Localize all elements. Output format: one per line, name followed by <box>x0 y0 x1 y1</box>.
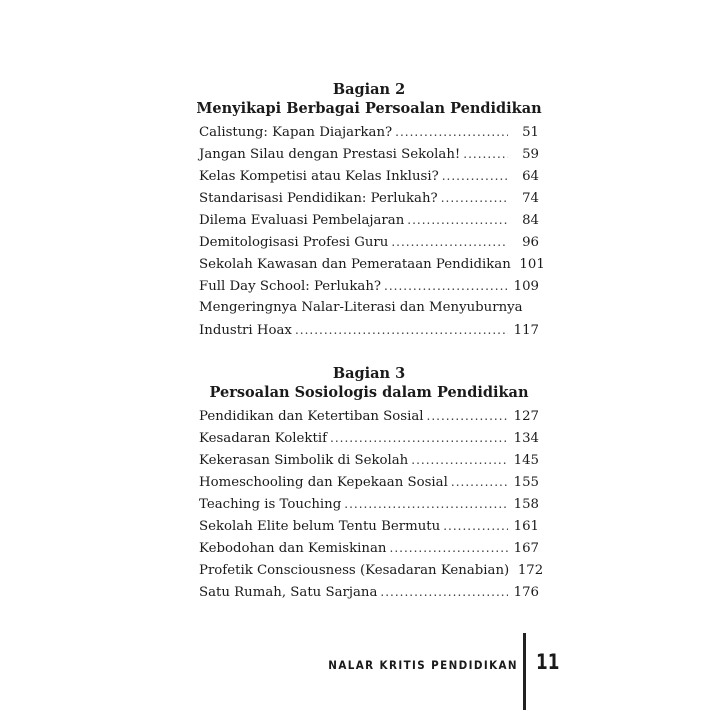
toc-leader-dots <box>380 581 508 603</box>
toc-leader-dots <box>407 209 508 231</box>
toc-entry-title: Industri Hoax <box>199 323 292 338</box>
section-title: Menyikapi Berbagai Persoalan Pendidikan <box>196 100 542 117</box>
toc-entry-title: Dilema Evaluasi Pembelajaran <box>199 213 405 228</box>
toc-entry-page: 59 <box>522 147 539 162</box>
toc-leader-dots <box>442 165 508 187</box>
toc-entry <box>199 537 539 559</box>
toc-entry-title: Homeschooling dan Kepekaan Sosial <box>199 475 448 490</box>
toc-entry-title: Kesadaran Kolektif <box>199 431 327 446</box>
toc-entry-page: 64 <box>522 169 539 184</box>
toc-entry <box>199 121 539 143</box>
toc-entry-title: Kebodohan dan Kemiskinan <box>199 541 387 556</box>
toc-entry <box>199 165 539 187</box>
toc-entry-page: 134 <box>513 431 539 446</box>
toc-leader-dots <box>391 231 508 253</box>
toc-entry <box>199 209 539 231</box>
toc-leader-dots <box>344 493 508 515</box>
toc-entry-title: Kelas Kompetisi atau Kelas Inklusi? <box>199 169 439 184</box>
toc-leader-dots <box>390 537 509 559</box>
toc-leader-dots <box>443 515 508 537</box>
toc-entry-title: Kekerasan Simbolik di Sekolah <box>199 453 409 468</box>
toc-entry-title: Teaching is Touching <box>199 497 342 512</box>
toc-leader-dots <box>395 121 508 143</box>
section-label: Bagian 2 <box>332 81 406 98</box>
toc-entry-page: 74 <box>522 191 539 206</box>
toc-leader-dots <box>411 449 508 471</box>
toc-entry-page: 127 <box>513 409 539 424</box>
toc-entry-page: 161 <box>513 519 539 534</box>
toc-entry-page: 158 <box>513 497 539 512</box>
toc-entry-title: Pendidikan dan Ketertiban Sosial <box>199 409 424 424</box>
toc-entry <box>199 231 539 253</box>
toc-entry-title: Sekolah Elite belum Tentu Bermutu <box>199 519 441 534</box>
toc-entry <box>199 319 539 341</box>
toc-entry-page: 101 <box>519 257 545 272</box>
toc-leader-dots <box>330 427 508 449</box>
toc-entry-first-line <box>199 297 539 319</box>
toc-entry-title-line1: Mengeringnya Nalar-Literasi dan Menyuburnya <box>199 300 523 315</box>
toc-entry-page: 84 <box>522 213 539 228</box>
toc-entry <box>199 143 539 165</box>
toc-entry-page: 109 <box>513 279 539 294</box>
toc-entry-title: Profetik Consciousness (Kesadaran Kenabian) <box>199 563 510 578</box>
toc-entry <box>199 493 539 515</box>
toc-entry-page: 145 <box>513 453 539 468</box>
toc-entry-title: Standarisasi Pendidikan: Perlukah? <box>199 191 438 206</box>
toc-entry-page: 167 <box>513 541 539 556</box>
toc-entry <box>199 427 539 449</box>
toc-leader-dots <box>427 405 508 427</box>
toc-entry-title: Satu Rumah, Satu Sarjana <box>199 585 378 600</box>
toc-entry-title: Calistung: Kapan Diajarkan? <box>199 125 393 140</box>
toc-leader-dots <box>384 275 508 297</box>
toc-entry <box>199 449 539 471</box>
toc-entry-page: 176 <box>513 585 539 600</box>
toc-entry <box>199 275 539 297</box>
toc-entry-title: Full Day School: Perlukah? <box>199 279 382 294</box>
toc-entry-title: Demitologisasi Profesi Guru <box>199 235 389 250</box>
toc-entry-page: 155 <box>513 475 539 490</box>
toc-entry <box>199 253 545 275</box>
page-number: 11 <box>536 650 560 674</box>
toc-entry <box>199 405 539 427</box>
toc-entry <box>199 581 539 603</box>
toc-entry-title: Sekolah Kawasan dan Pemerataan Pendidikan <box>199 257 511 272</box>
section-label: Bagian 3 <box>332 365 406 382</box>
toc-leader-dots <box>295 319 508 341</box>
toc-leader-dots <box>463 143 508 165</box>
toc-entry <box>199 515 539 537</box>
toc-entry <box>199 187 539 209</box>
toc-entry-page: 96 <box>522 235 539 250</box>
footer-vertical-rule <box>523 633 526 710</box>
toc-entry <box>199 471 539 493</box>
section-title: Persoalan Sosiologis dalam Pendidikan <box>209 384 529 401</box>
toc-entry-page: 51 <box>522 125 539 140</box>
toc-leader-dots <box>451 471 508 493</box>
toc-section-bagian-2 <box>196 80 545 341</box>
toc-entry-page: 117 <box>513 323 539 338</box>
toc-entry-title: Jangan Silau dengan Prestasi Sekolah! <box>199 147 461 162</box>
toc-leader-dots <box>441 187 508 209</box>
toc-entry-page: 172 <box>517 563 544 578</box>
running-footer-book-title: NALAR KRITIS PENDIDIKAN <box>328 658 518 672</box>
toc-entry <box>199 559 544 581</box>
toc-section-bagian-3 <box>199 364 544 603</box>
